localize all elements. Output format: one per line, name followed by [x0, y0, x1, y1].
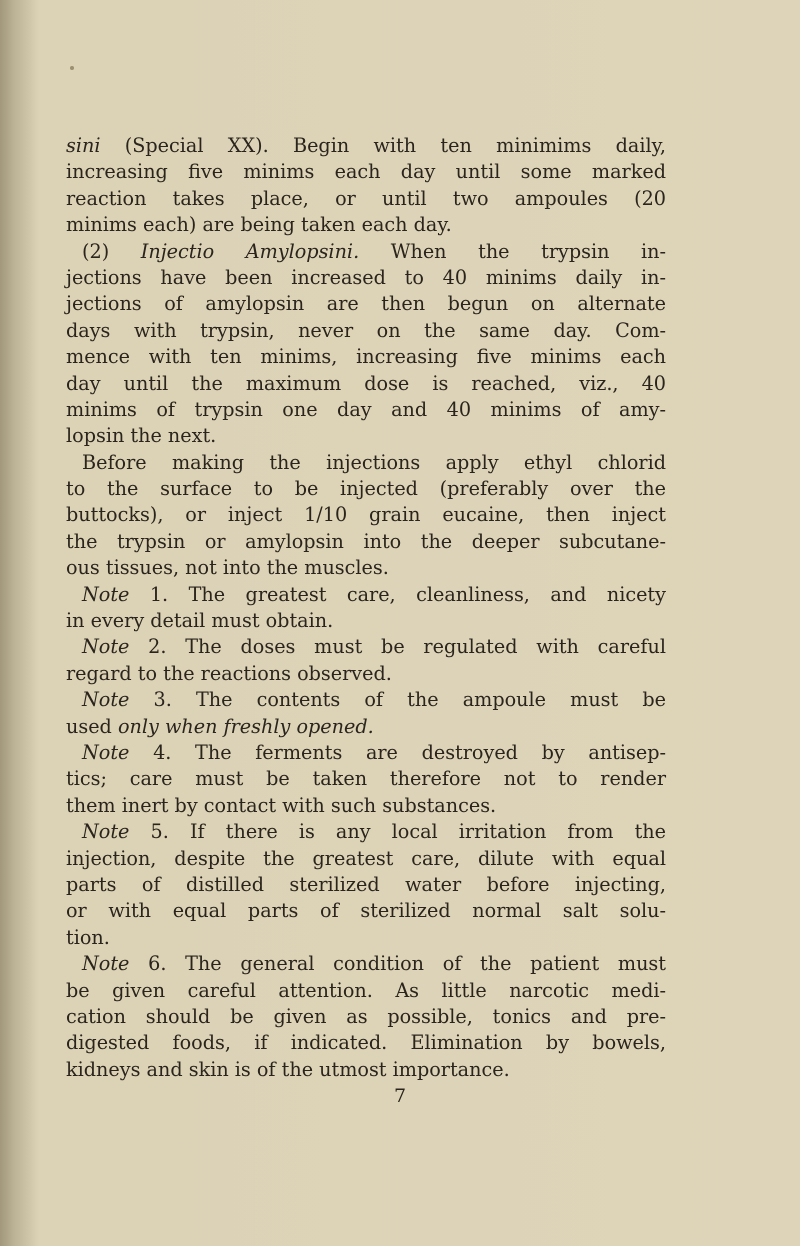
text-line: tion.	[66, 925, 110, 949]
text-line: (2) Injectio Amylopsini. When the trypsin in-	[82, 239, 667, 263]
text-line: jections have been increased to 40 minims daily in-	[66, 265, 666, 289]
text-line: the trypsin or amylopsin into the deeper subcutane-	[66, 529, 666, 553]
text-line: cation should be given as possible, tonics and pre-	[66, 1004, 666, 1028]
text-line: minims of trypsin one day and 40 minims of amy-	[66, 397, 666, 421]
text-line: them inert by contact with such substances.	[66, 793, 497, 817]
text-line: mence with ten minims, increasing five minims each	[66, 345, 666, 369]
text-line: sini (Special XX). Begin with ten minimims daily,	[66, 134, 666, 157]
text-line: Note 2. The doses must be regulated with careful	[82, 635, 666, 659]
text-line: used only when freshly opened.	[66, 714, 374, 738]
paper-speck	[70, 66, 74, 70]
text-line: regard to the reactions observed.	[66, 661, 392, 685]
text-line: parts of distilled sterilized water before injecting,	[66, 872, 666, 896]
text-line: be given careful attention. As little narcotic medi-	[66, 978, 666, 1002]
text-line: or with equal parts of sterilized normal salt solu-	[66, 899, 666, 923]
text-line: reaction takes place, or until two ampoules (20	[66, 186, 666, 210]
text-line: jections of amylopsin are then begun on alternate	[66, 292, 666, 316]
text-line: minims each) are being taken each day.	[66, 213, 452, 237]
text-line: Note 6. The general condition of the patient must	[82, 952, 666, 976]
text-line: increasing five minims each day until some marked	[66, 160, 666, 184]
text-line: in every detail must obtain.	[66, 609, 334, 633]
text-line: to the surface to be injected (preferably over the	[66, 477, 666, 501]
text-line: day until the maximum dose is reached, viz., 40	[66, 371, 666, 395]
body-text	[66, 133, 666, 1083]
text-line: days with trypsin, never on the same day. Com-	[66, 318, 666, 342]
text-line: Note 3. The contents of the ampoule must be	[82, 688, 666, 712]
text-line: Note 4. The ferments are destroyed by antisep-	[82, 740, 666, 764]
text-line: injection, despite the greatest care, dilute with equal	[66, 846, 666, 870]
text-line: Note 1. The greatest care, cleanliness, and nicety	[82, 582, 666, 606]
text-line: tics; care must be taken therefore not to render	[66, 767, 666, 791]
text-line: lopsin the next.	[66, 424, 217, 448]
page-spine-shadow	[0, 0, 38, 1246]
text-line: ous tissues, not into the muscles.	[66, 556, 389, 580]
text-line: digested foods, if indicated. Elimination by bowels,	[66, 1031, 666, 1055]
text-line: Before making the injections apply ethyl chlorid	[82, 450, 666, 474]
page-number: 7	[393, 1085, 407, 1107]
text-line: buttocks), or inject 1/10 grain eucaine, then inject	[66, 503, 666, 527]
text-line: kidneys and skin is of the utmost importance.	[66, 1057, 510, 1081]
text-line: Note 5. If there is any local irritation from the	[82, 820, 666, 844]
